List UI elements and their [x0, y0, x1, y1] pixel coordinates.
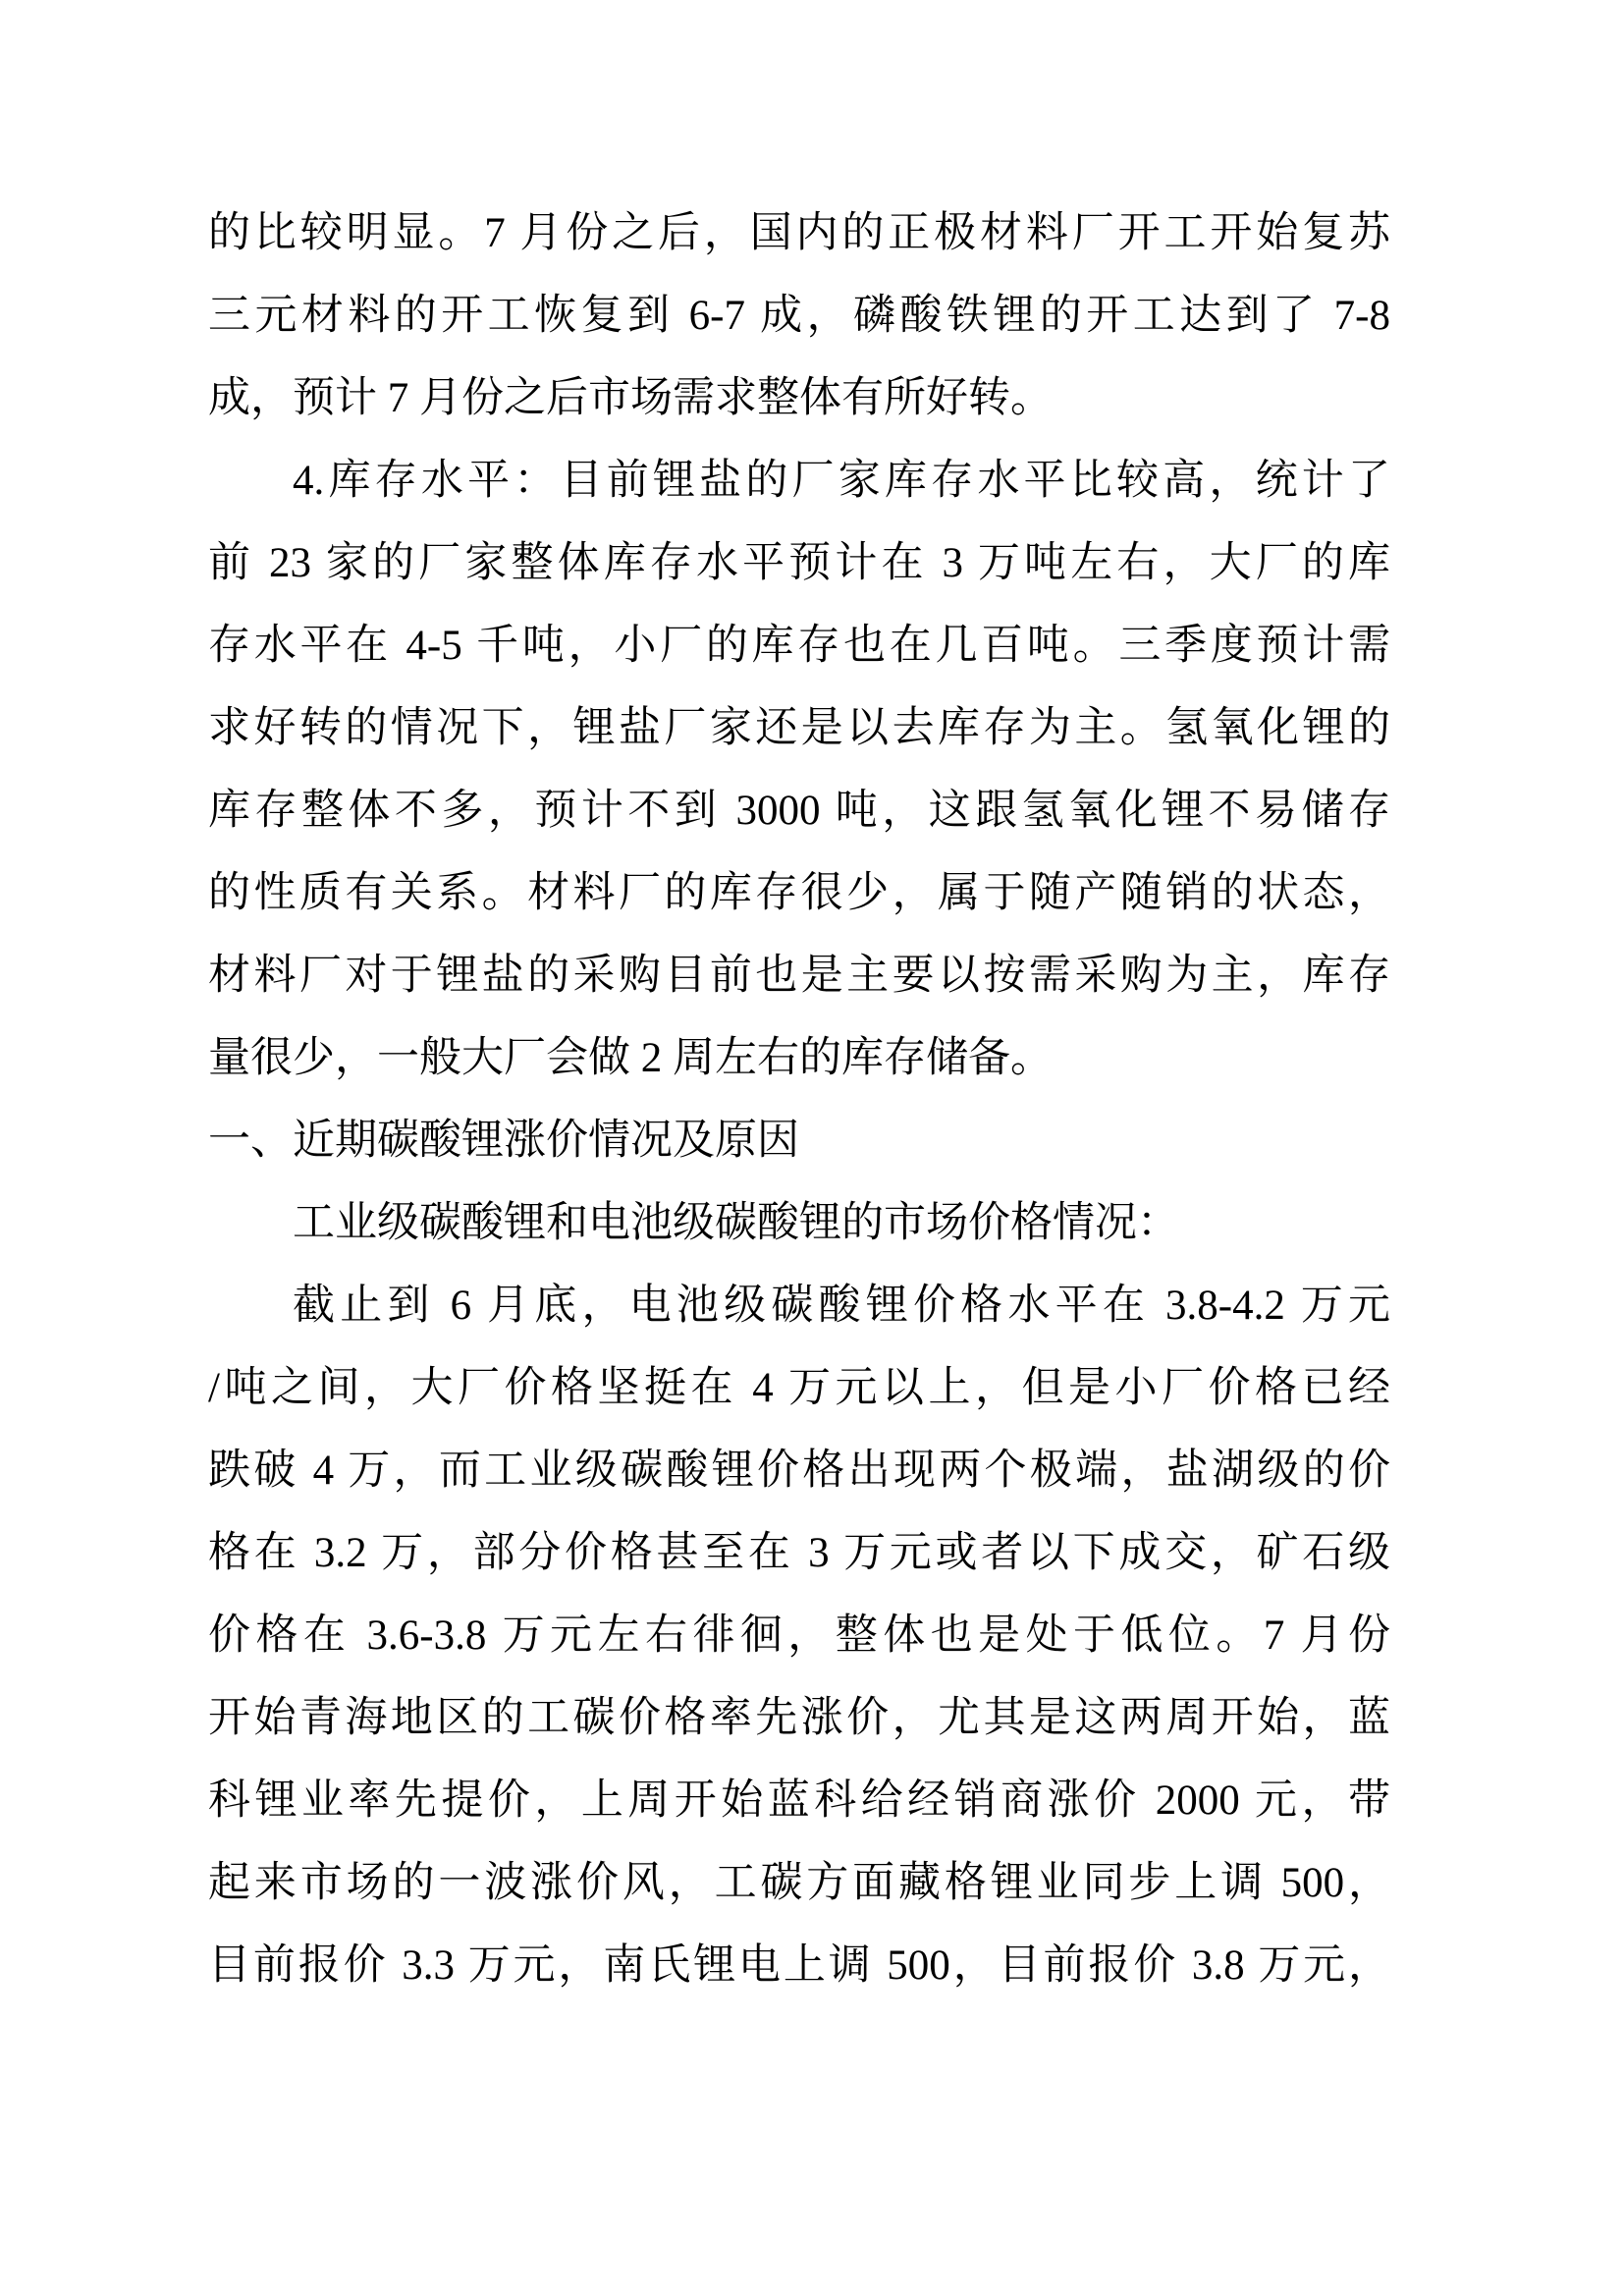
text-line: 存水平在 4-5 千吨，小厂的库存也在几百吨。三季度预计需	[208, 623, 1390, 669]
text-line: 材料厂对于锂盐的采购目前也是主要以按需采购为主，库存	[208, 953, 1390, 999]
section-heading: 一、近期碳酸锂涨价情况及原因	[208, 1118, 799, 1164]
text-line: 开始青海地区的工碳价格率先涨价，尤其是这两周开始，蓝	[208, 1695, 1390, 1741]
text-line: 格在 3.2 万，部分价格甚至在 3 万元或者以下成交，矿石级	[208, 1530, 1390, 1576]
text-block	[208, 192, 1390, 2007]
text-line: 截止到 6 月底，电池级碳酸锂价格水平在 3.8-4.2 万元	[293, 1283, 1390, 1329]
text-line: 价格在 3.6-3.8 万元左右徘徊，整体也是处于低位。7 月份	[208, 1613, 1390, 1659]
text-line: 工业级碳酸锂和电池级碳酸锂的市场价格情况：	[293, 1200, 1179, 1246]
text-line: 的比较明显。7 月份之后，国内的正极材料厂开工开始复苏	[208, 210, 1390, 256]
text-line: 跌破 4 万，而工业级碳酸锂价格出现两个极端，盐湖级的价	[208, 1448, 1390, 1494]
text-line: 起来市场的一波涨价风，工碳方面藏格锂业同步上调 500，	[208, 1860, 1390, 1906]
text-line: 库存整体不多，预计不到 3000 吨，这跟氢氧化锂不易储存	[208, 788, 1390, 834]
text-line: 4.库存水平：目前锂盐的厂家库存水平比较高，统计了	[293, 458, 1390, 504]
text-line: 成，预计 7 月份之后市场需求整体有所好转。	[208, 375, 1053, 421]
text-line: 科锂业率先提价，上周开始蓝科给经销商涨价 2000 元，带	[208, 1777, 1390, 1824]
text-line: 目前报价 3.3 万元，南氏锂电上调 500，目前报价 3.8 万元，	[208, 1942, 1390, 1989]
text-line: 量很少，一般大厂会做 2 周左右的库存储备。	[208, 1035, 1053, 1081]
text-line: 的性质有关系。材料厂的库存很少，属于随产随销的状态，	[208, 870, 1390, 916]
text-line: 三元材料的开工恢复到 6-7 成，磷酸铁锂的开工达到了 7-8	[208, 293, 1390, 339]
text-line: 前 23 家的厂家整体库存水平预计在 3 万吨左右，大厂的库	[208, 540, 1390, 586]
text-line: 求好转的情况下，锂盐厂家还是以去库存为主。氢氧化锂的	[208, 705, 1390, 751]
text-line: /吨之间，大厂价格坚挺在 4 万元以上，但是小厂价格已经	[208, 1365, 1390, 1411]
